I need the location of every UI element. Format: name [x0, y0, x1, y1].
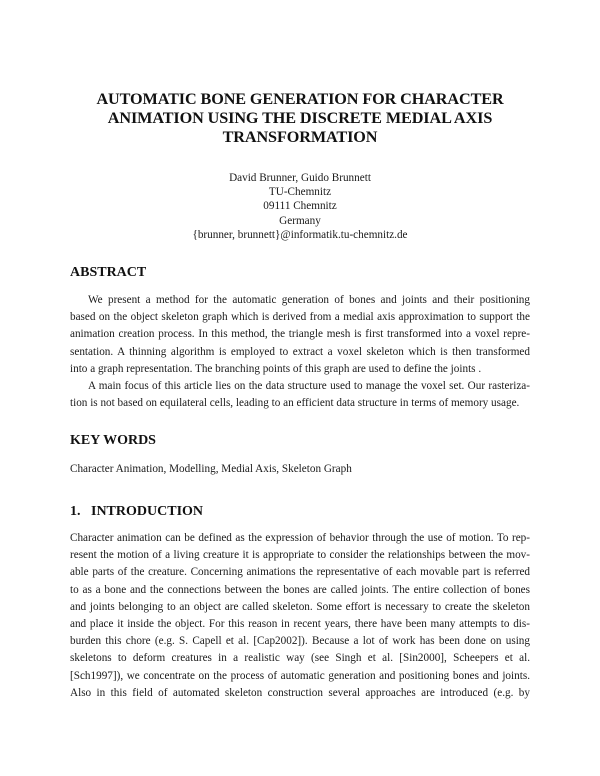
text-line: Also in this field of automated skeleton construction several approaches are introduced (e.g. by	[70, 686, 530, 699]
text-line: resent the motion of a living creature it is appropriate to consider the relationships between the mov-	[70, 549, 530, 562]
abstract-heading: ABSTRACT	[70, 265, 147, 280]
introduction-body	[70, 530, 530, 702]
text-line: animation creation process. In this method, the triangle mesh is first transformed into a voxel repre-	[70, 328, 530, 341]
paper-title	[60, 90, 540, 147]
text-line: A main focus of this article lies on the data structure used to manage the voxel set. Our rasteriza-	[88, 379, 530, 392]
text-line: into a graph representation. The branching points of this graph are used to define the joints .	[70, 362, 482, 375]
text-line: to as a bone and the connections between the bones are called joints. The entire collection of bones	[70, 583, 530, 596]
title-line: AUTOMATIC BONE GENERATION FOR CHARACTER	[96, 90, 504, 108]
introduction-heading: 1. INTRODUCTION	[70, 504, 204, 519]
keywords-body	[70, 461, 530, 478]
text-line: sentation. A thinning algorithm is employed to extract a voxel skeleton which is then transformed	[70, 345, 530, 358]
text-line: We present a method for the automatic generation of bones and joints and their positioning	[88, 294, 530, 306]
author-names: David Brunner, Guido Brunnett	[229, 172, 371, 184]
text-line: Character animation can be defined as the expression of behavior through the use of motion. To rep-	[70, 532, 530, 544]
text-line: tion is not based on equilateral cells, leading to an efficient data structure in terms of memory usage.	[70, 397, 520, 410]
keywords-heading: KEY WORDS	[70, 433, 156, 448]
author-affiliation: TU-Chemnitz	[268, 186, 332, 199]
text-line: and place it inside the object. For this reason in recent years, there have been many attempts to dis-	[70, 617, 530, 630]
text-line: able parts of the creature. Concerning animations the representative of each movable part is referred	[70, 566, 530, 579]
title-line: TRANSFORMATION	[222, 128, 378, 146]
abstract-body	[70, 292, 530, 412]
keywords-text: Character Animation, Modelling, Medial Axis, Skeleton Graph	[70, 463, 352, 475]
author-block	[150, 171, 450, 242]
text-line: skeletons to deform creatures in a realistic way (see Singh et al. [Sin2000], Scheepers et al.	[70, 652, 530, 665]
text-line: and joints belonging to an object are called skeleton. Some effort is necessary to create the skeleton	[70, 600, 530, 613]
text-line: burden this chore (e.g. S. Capell et al. [Cap2002]). Because a lot of work has been done on using	[70, 635, 530, 648]
text-line: based on the object skeleton graph which is derived from a medial axis approximation to support the	[70, 311, 530, 324]
title-line: ANIMATION USING THE DISCRETE MEDIAL AXIS	[107, 109, 493, 127]
author-country: Germany	[279, 214, 321, 227]
author-city: 09111 Chemnitz	[263, 200, 337, 213]
text-line: [Sch1997]), we concentrate on the process of automatic generation and positioning bones and joints.	[70, 669, 530, 682]
author-email: {brunner, brunnett}@informatik.tu-chemnitz.de	[192, 228, 408, 241]
